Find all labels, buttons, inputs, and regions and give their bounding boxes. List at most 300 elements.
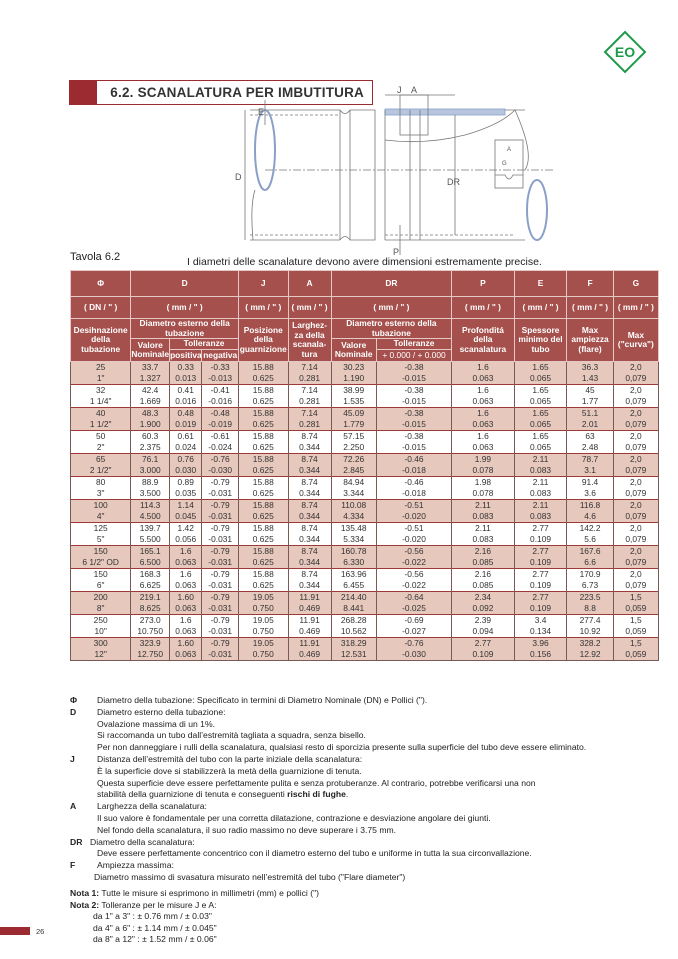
cell-g: 2,0	[613, 408, 658, 420]
cell-a: 11.91	[288, 592, 331, 604]
cell-f: 12.92	[567, 649, 613, 661]
header-desc-d-group: Diametro esterno della tubazione	[131, 319, 239, 339]
header-unit-g: ( mm / " )	[613, 297, 658, 319]
cell-neg: -0.48	[202, 408, 239, 420]
cell-dr: 6.455	[331, 580, 376, 592]
cell-pos: 0.063	[170, 626, 202, 638]
cell-neg: -0.41	[202, 385, 239, 397]
svg-text:D: D	[235, 172, 242, 182]
cell-j: 15.88	[239, 431, 289, 443]
cell-pos: 0.33	[170, 362, 202, 374]
cell-dr: 268.28	[331, 615, 376, 627]
cell-e: 2.11	[514, 454, 567, 466]
cell-pos: 0.063	[170, 649, 202, 661]
cell-f: 6.6	[567, 557, 613, 569]
table-row	[71, 408, 659, 420]
cell-f: 45	[567, 385, 613, 397]
cell-neg: -0.031	[202, 534, 239, 546]
cell-neg: -0.016	[202, 396, 239, 408]
cell-pos: 0.035	[170, 488, 202, 500]
cell-e: 0.156	[514, 649, 567, 661]
cell-p: 0.078	[452, 488, 514, 500]
cell-drt: -0.015	[376, 396, 451, 408]
cell-p: 1.6	[452, 431, 514, 443]
cell-dr: 8.441	[331, 603, 376, 615]
cell-drt: -0.015	[376, 373, 451, 385]
cell-dr: 318.29	[331, 638, 376, 650]
cell-e: 3.96	[514, 638, 567, 650]
header-symbol-d: D	[131, 271, 239, 297]
cell-j: 0.625	[239, 557, 289, 569]
note-d: D Diametro esterno della tubazione:	[70, 706, 226, 717]
note-a: A Larghezza della scanalatura:	[70, 801, 207, 812]
cell-neg: -0.024	[202, 442, 239, 454]
cell-e: 2.11	[514, 477, 567, 489]
cell-g: 0,079	[613, 488, 658, 500]
cell-dr: 135.48	[331, 523, 376, 535]
cell-f: 1.77	[567, 396, 613, 408]
cell-dr: 57.15	[331, 431, 376, 443]
cell-dr: 160.78	[331, 546, 376, 558]
cell-drt: -0.018	[376, 465, 451, 477]
cell-p: 1.6	[452, 385, 514, 397]
cell-dr: 30.23	[331, 362, 376, 374]
cell-f: 2.01	[567, 419, 613, 431]
cell-g: 0,059	[613, 649, 658, 661]
cell-e: 2.77	[514, 592, 567, 604]
cell-drt: -0.38	[376, 385, 451, 397]
cell-f: 142.2	[567, 523, 613, 535]
cell-a: 0.469	[288, 649, 331, 661]
table-row	[71, 488, 659, 500]
cell-dr: 2.250	[331, 442, 376, 454]
cell-p: 1.98	[452, 477, 514, 489]
cell-pos: 0.063	[170, 603, 202, 615]
header-d-nominal: Valore Nominale	[131, 339, 170, 362]
header-d-positive: positiva	[170, 349, 202, 360]
cell-dn: 12"	[71, 649, 131, 661]
cell-e: 1.65	[514, 431, 567, 443]
page-number: 26	[36, 927, 45, 936]
cell-drt: -0.015	[376, 419, 451, 431]
cell-p: 0.085	[452, 580, 514, 592]
svg-text:DR: DR	[447, 177, 460, 187]
cell-pos: 1.6	[170, 615, 202, 627]
cell-f: 8.8	[567, 603, 613, 615]
cell-e: 0.083	[514, 465, 567, 477]
cell-g: 0,079	[613, 580, 658, 592]
cell-g: 0,079	[613, 442, 658, 454]
cell-neg: -0.33	[202, 362, 239, 374]
cell-pos: 0.48	[170, 408, 202, 420]
cell-pos: 0.030	[170, 465, 202, 477]
cell-dr: 214.40	[331, 592, 376, 604]
cell-j: 0.625	[239, 488, 289, 500]
table-row	[71, 396, 659, 408]
cell-dn: 125	[71, 523, 131, 535]
cell-p: 2.39	[452, 615, 514, 627]
cell-drt: -0.027	[376, 626, 451, 638]
cell-g: 0,079	[613, 419, 658, 431]
table-row	[71, 638, 659, 650]
cell-dn: 150	[71, 569, 131, 581]
cell-g: 0,079	[613, 511, 658, 523]
table-row	[71, 477, 659, 489]
cell-d: 168.3	[131, 569, 170, 581]
cell-e: 0.109	[514, 580, 567, 592]
cell-a: 8.74	[288, 477, 331, 489]
cell-j: 15.88	[239, 546, 289, 558]
cell-a: 7.14	[288, 362, 331, 374]
table-row	[71, 615, 659, 627]
cell-dr: 12.531	[331, 649, 376, 661]
cell-f: 63	[567, 431, 613, 443]
cell-d: 3.000	[131, 465, 170, 477]
cell-e: 1.65	[514, 362, 567, 374]
cell-j: 19.05	[239, 638, 289, 650]
cell-g: 0,079	[613, 373, 658, 385]
header-d-tolerances: Tolleranze	[170, 339, 239, 350]
header-unit-d: ( mm / " )	[131, 297, 239, 319]
header-d-negative: negativa	[203, 349, 238, 360]
cell-j: 15.88	[239, 569, 289, 581]
header-unit-j: ( mm / " )	[239, 297, 289, 319]
cell-p: 2.11	[452, 523, 514, 535]
cell-dn: 1 1/2"	[71, 419, 131, 431]
svg-text:P: P	[393, 247, 400, 257]
cell-j: 0.625	[239, 465, 289, 477]
cell-dr: 6.330	[331, 557, 376, 569]
cell-dr: 2.845	[331, 465, 376, 477]
cell-f: 51.1	[567, 408, 613, 420]
table-row	[71, 385, 659, 397]
cell-drt: -0.56	[376, 546, 451, 558]
cell-neg: -0.79	[202, 569, 239, 581]
cell-drt: -0.022	[376, 557, 451, 569]
header-unit-dr: ( mm / " )	[331, 297, 452, 319]
cell-p: 0.063	[452, 419, 514, 431]
table-row	[71, 649, 659, 661]
header-dr-tol-range: + 0.000 / + 0.000	[376, 350, 451, 362]
cell-j: 15.88	[239, 477, 289, 489]
cell-g: 1,5	[613, 638, 658, 650]
cell-g: 2,0	[613, 523, 658, 535]
cell-dr: 45.09	[331, 408, 376, 420]
table-row	[71, 511, 659, 523]
header-unit-p: ( mm / " )	[452, 297, 514, 319]
header-symbol-p: P	[452, 271, 514, 297]
table-subtitle: I diametri delle scanalature devono avere dimensioni estremamente precise.	[187, 256, 542, 268]
cell-j: 0.625	[239, 580, 289, 592]
cell-dn: 6 1/2" OD	[71, 557, 131, 569]
cell-a: 7.14	[288, 408, 331, 420]
note-phi: Φ Diametro della tubazione: Specificato in termini di Diametro Nominale (DN) e Pollici (").	[70, 695, 428, 705]
cell-neg: -0.013	[202, 373, 239, 385]
cell-p: 0.094	[452, 626, 514, 638]
cell-drt: -0.38	[376, 362, 451, 374]
cell-e: 0.065	[514, 419, 567, 431]
cell-dr: 3.344	[331, 488, 376, 500]
cell-j: 15.88	[239, 454, 289, 466]
cell-f: 167.6	[567, 546, 613, 558]
cell-neg: -0.031	[202, 649, 239, 661]
cell-p: 0.063	[452, 442, 514, 454]
cell-pos: 0.61	[170, 431, 202, 443]
cell-j: 0.625	[239, 511, 289, 523]
cell-j: 15.88	[239, 523, 289, 535]
cell-drt: -0.022	[376, 580, 451, 592]
cell-e: 0.065	[514, 396, 567, 408]
cell-p: 2.77	[452, 638, 514, 650]
cell-p: 0.083	[452, 534, 514, 546]
cell-j: 15.88	[239, 362, 289, 374]
header-symbol-a: A	[288, 271, 331, 297]
cell-pos: 0.024	[170, 442, 202, 454]
cell-e: 0.083	[514, 511, 567, 523]
header-desc-e: Spessore minimo del tubo	[514, 319, 567, 362]
cell-pos: 1.60	[170, 592, 202, 604]
cell-d: 6.625	[131, 580, 170, 592]
header-desc-phi: Desihnazione della tubazione	[71, 319, 131, 362]
cell-f: 328.2	[567, 638, 613, 650]
cell-dr: 84.94	[331, 477, 376, 489]
cell-a: 7.14	[288, 385, 331, 397]
table-row	[71, 442, 659, 454]
cell-d: 60.3	[131, 431, 170, 443]
cell-d: 139.7	[131, 523, 170, 535]
cell-neg: -0.61	[202, 431, 239, 443]
header-unit-e: ( mm / " )	[514, 297, 567, 319]
cell-j: 0.750	[239, 649, 289, 661]
footnotes: Nota 1: Tutte le misure si esprimono in millimetri (mm) e pollici (") Nota 2: Tolleranze per le misure J e A: da 1" a 3" : ± 0.76 mm / ± 0.03" da 4" a 6" : ± 1.14 mm / ± 0.045" da 8" a 12" : ± 1.52 mm / ± 0.06"	[70, 888, 319, 944]
cell-pos: 1.6	[170, 546, 202, 558]
cell-d: 4.500	[131, 511, 170, 523]
cell-j: 0.625	[239, 373, 289, 385]
cell-dn: 25	[71, 362, 131, 374]
note-j-warning: stabilità della guarnizione di tenuta e conseguenti rischi di fughe.	[97, 789, 349, 800]
cell-a: 8.74	[288, 500, 331, 512]
table-row	[71, 465, 659, 477]
table-row	[71, 362, 659, 374]
page-accent-bar	[0, 927, 30, 935]
header-symbol-j: J	[239, 271, 289, 297]
cell-d: 42.4	[131, 385, 170, 397]
cell-d: 1.900	[131, 419, 170, 431]
cell-f: 36.3	[567, 362, 613, 374]
cell-pos: 1.60	[170, 638, 202, 650]
cell-dr: 163.96	[331, 569, 376, 581]
cell-dn: 5"	[71, 534, 131, 546]
cell-neg: -0.031	[202, 511, 239, 523]
cell-f: 91.4	[567, 477, 613, 489]
cell-neg: -0.031	[202, 557, 239, 569]
cell-f: 3.6	[567, 488, 613, 500]
cell-drt: -0.56	[376, 569, 451, 581]
header-dr-nominal: Valore Nominale	[331, 339, 376, 362]
cell-p: 2.34	[452, 592, 514, 604]
header-desc-f: Max ampiezza (flare)	[567, 319, 613, 362]
cell-f: 2.48	[567, 442, 613, 454]
cell-pos: 0.013	[170, 373, 202, 385]
section-title: 6.2. SCANALATURA PER IMBUTITURA	[110, 85, 364, 100]
cell-g: 0,079	[613, 557, 658, 569]
table-label: Tavola 6.2	[70, 251, 121, 263]
cell-j: 0.625	[239, 442, 289, 454]
cell-f: 1.43	[567, 373, 613, 385]
cell-p: 1.6	[452, 408, 514, 420]
title-accent-block	[70, 81, 97, 104]
cell-pos: 0.045	[170, 511, 202, 523]
cell-j: 0.625	[239, 419, 289, 431]
cell-e: 2.11	[514, 500, 567, 512]
svg-text:A: A	[507, 147, 512, 153]
cell-dn: 32	[71, 385, 131, 397]
cell-g: 0,079	[613, 396, 658, 408]
header-unit-a: ( mm / " )	[288, 297, 331, 319]
cell-dr: 1.190	[331, 373, 376, 385]
cell-drt: -0.38	[376, 431, 451, 443]
groove-spec-table	[70, 270, 659, 661]
cell-e: 1.65	[514, 408, 567, 420]
header-unit-phi: ( DN / " )	[71, 297, 131, 319]
cell-dr: 38.99	[331, 385, 376, 397]
cell-g: 2,0	[613, 385, 658, 397]
header-symbol-phi: Φ	[71, 271, 131, 297]
table-row	[71, 431, 659, 443]
cell-g: 1,5	[613, 615, 658, 627]
cell-dr: 4.334	[331, 511, 376, 523]
cell-drt: -0.38	[376, 408, 451, 420]
header-unit-f: ( mm / " )	[567, 297, 613, 319]
cell-pos: 1.6	[170, 569, 202, 581]
cell-a: 0.469	[288, 626, 331, 638]
cell-p: 0.063	[452, 373, 514, 385]
cell-f: 6.73	[567, 580, 613, 592]
cell-j: 0.625	[239, 534, 289, 546]
cell-f: 78.7	[567, 454, 613, 466]
table-row	[71, 546, 659, 558]
cell-p: 2.16	[452, 569, 514, 581]
cell-dn: 65	[71, 454, 131, 466]
table-row	[71, 454, 659, 466]
cell-drt: -0.020	[376, 534, 451, 546]
cell-drt: -0.76	[376, 638, 451, 650]
cell-dn: 2"	[71, 442, 131, 454]
cell-p: 0.085	[452, 557, 514, 569]
header-symbol-e: E	[514, 271, 567, 297]
cell-dn: 80	[71, 477, 131, 489]
cell-dn: 3"	[71, 488, 131, 500]
cell-dn: 2 1/2"	[71, 465, 131, 477]
cell-j: 19.05	[239, 615, 289, 627]
header-symbol-dr: DR	[331, 271, 452, 297]
cell-f: 223.5	[567, 592, 613, 604]
cell-d: 273.0	[131, 615, 170, 627]
cell-drt: -0.64	[376, 592, 451, 604]
cell-j: 15.88	[239, 500, 289, 512]
cell-j: 15.88	[239, 385, 289, 397]
cell-g: 2,0	[613, 362, 658, 374]
cell-g: 2,0	[613, 477, 658, 489]
note-f: F Ampiezza massima:	[70, 860, 174, 871]
cell-pos: 1.42	[170, 523, 202, 535]
cell-a: 8.74	[288, 431, 331, 443]
cell-drt: -0.020	[376, 511, 451, 523]
cell-neg: -0.031	[202, 488, 239, 500]
note-j: J Distanza dell’estremità del tubo con la parte iniziale della scanalatura:	[70, 753, 363, 764]
note-dr: DR Diametro della scanalatura:	[70, 836, 195, 847]
cell-d: 76.1	[131, 454, 170, 466]
cell-a: 0.281	[288, 373, 331, 385]
cell-a: 0.344	[288, 442, 331, 454]
cell-neg: -0.76	[202, 454, 239, 466]
cell-g: 2,0	[613, 454, 658, 466]
cell-neg: -0.031	[202, 580, 239, 592]
cell-neg: -0.79	[202, 500, 239, 512]
cell-e: 0.065	[514, 373, 567, 385]
cell-neg: -0.79	[202, 615, 239, 627]
header-symbol-f: F	[567, 271, 613, 297]
cell-pos: 0.063	[170, 557, 202, 569]
cell-d: 114.3	[131, 500, 170, 512]
cell-neg: -0.030	[202, 465, 239, 477]
cell-e: 0.134	[514, 626, 567, 638]
cell-g: 0,079	[613, 534, 658, 546]
cell-dn: 100	[71, 500, 131, 512]
cell-dr: 5.334	[331, 534, 376, 546]
cell-j: 0.750	[239, 626, 289, 638]
cell-p: 2.11	[452, 500, 514, 512]
cell-g: 0,059	[613, 603, 658, 615]
cell-p: 0.092	[452, 603, 514, 615]
cell-f: 170.9	[567, 569, 613, 581]
cell-drt: -0.51	[376, 500, 451, 512]
cell-dn: 40	[71, 408, 131, 420]
cell-e: 2.77	[514, 569, 567, 581]
cell-p: 1.6	[452, 362, 514, 374]
cell-d: 219.1	[131, 592, 170, 604]
cell-dn: 250	[71, 615, 131, 627]
cell-g: 2,0	[613, 500, 658, 512]
cell-dn: 200	[71, 592, 131, 604]
cell-neg: -0.79	[202, 477, 239, 489]
cell-d: 12.750	[131, 649, 170, 661]
cell-p: 0.078	[452, 465, 514, 477]
cell-neg: -0.79	[202, 546, 239, 558]
cell-p: 0.083	[452, 511, 514, 523]
cell-neg: -0.019	[202, 419, 239, 431]
cell-dr: 110.08	[331, 500, 376, 512]
header-desc-p: Profonditá della scanalatura	[452, 319, 514, 362]
cell-j: 0.625	[239, 396, 289, 408]
cell-a: 0.344	[288, 557, 331, 569]
cell-d: 3.500	[131, 488, 170, 500]
cell-d: 88.9	[131, 477, 170, 489]
legend-notes: Φ Diametro della tubazione: Specificato in termini di Diametro Nominale (DN) e Pollici ("). D Diametro esterno della tubazione: Ovalazione massima di un 1%. Si raccomanda un tubo dall’estremità tagliata a squadra, senza bisello. Per non danneggiare i rulli della scanalatura, qualsiasi resto di sporcizia presente sulla superficie del tubo deve essere eliminato. J Distanza dell’estremità del tubo con la parte iniziale della scanalatura: È la superficie dove si stabilizzerà la metà della guarnizione di tenuta. Questa superficie deve essere perfettamente pulita e senza protuberanze. Al contrario, potrebbe verificarsi una non stabilità della guarnizione di tenuta e conseguenti rischi di fughe. A Larghezza della scanalatura: Il suo valore è fondamentale per una corretta dilatazione, contrazione e desviazione angolare dei giunti. Nel fondo della scanalatura, il suo radio massimo no deve superare i 3.75 mm. DR Diametro della scanalatura: Deve essere perfettamente concentrico con il diametro esterno del tubo e uniforme in tutta la sua circonvallazione. F Ampiezza massima: Diametro massimo di svasatura misurato nell’estremità del tubo ("Flare diameter")	[70, 695, 660, 884]
cell-d: 6.500	[131, 557, 170, 569]
cell-e: 1.65	[514, 385, 567, 397]
table-body	[71, 362, 659, 661]
cell-dr: 1.535	[331, 396, 376, 408]
cell-p: 1.99	[452, 454, 514, 466]
cell-e: 0.109	[514, 557, 567, 569]
cell-dn: 50	[71, 431, 131, 443]
svg-text:E: E	[258, 107, 265, 117]
cell-f: 5.6	[567, 534, 613, 546]
cell-dn: 1"	[71, 373, 131, 385]
cell-a: 0.344	[288, 465, 331, 477]
cell-a: 0.344	[288, 511, 331, 523]
